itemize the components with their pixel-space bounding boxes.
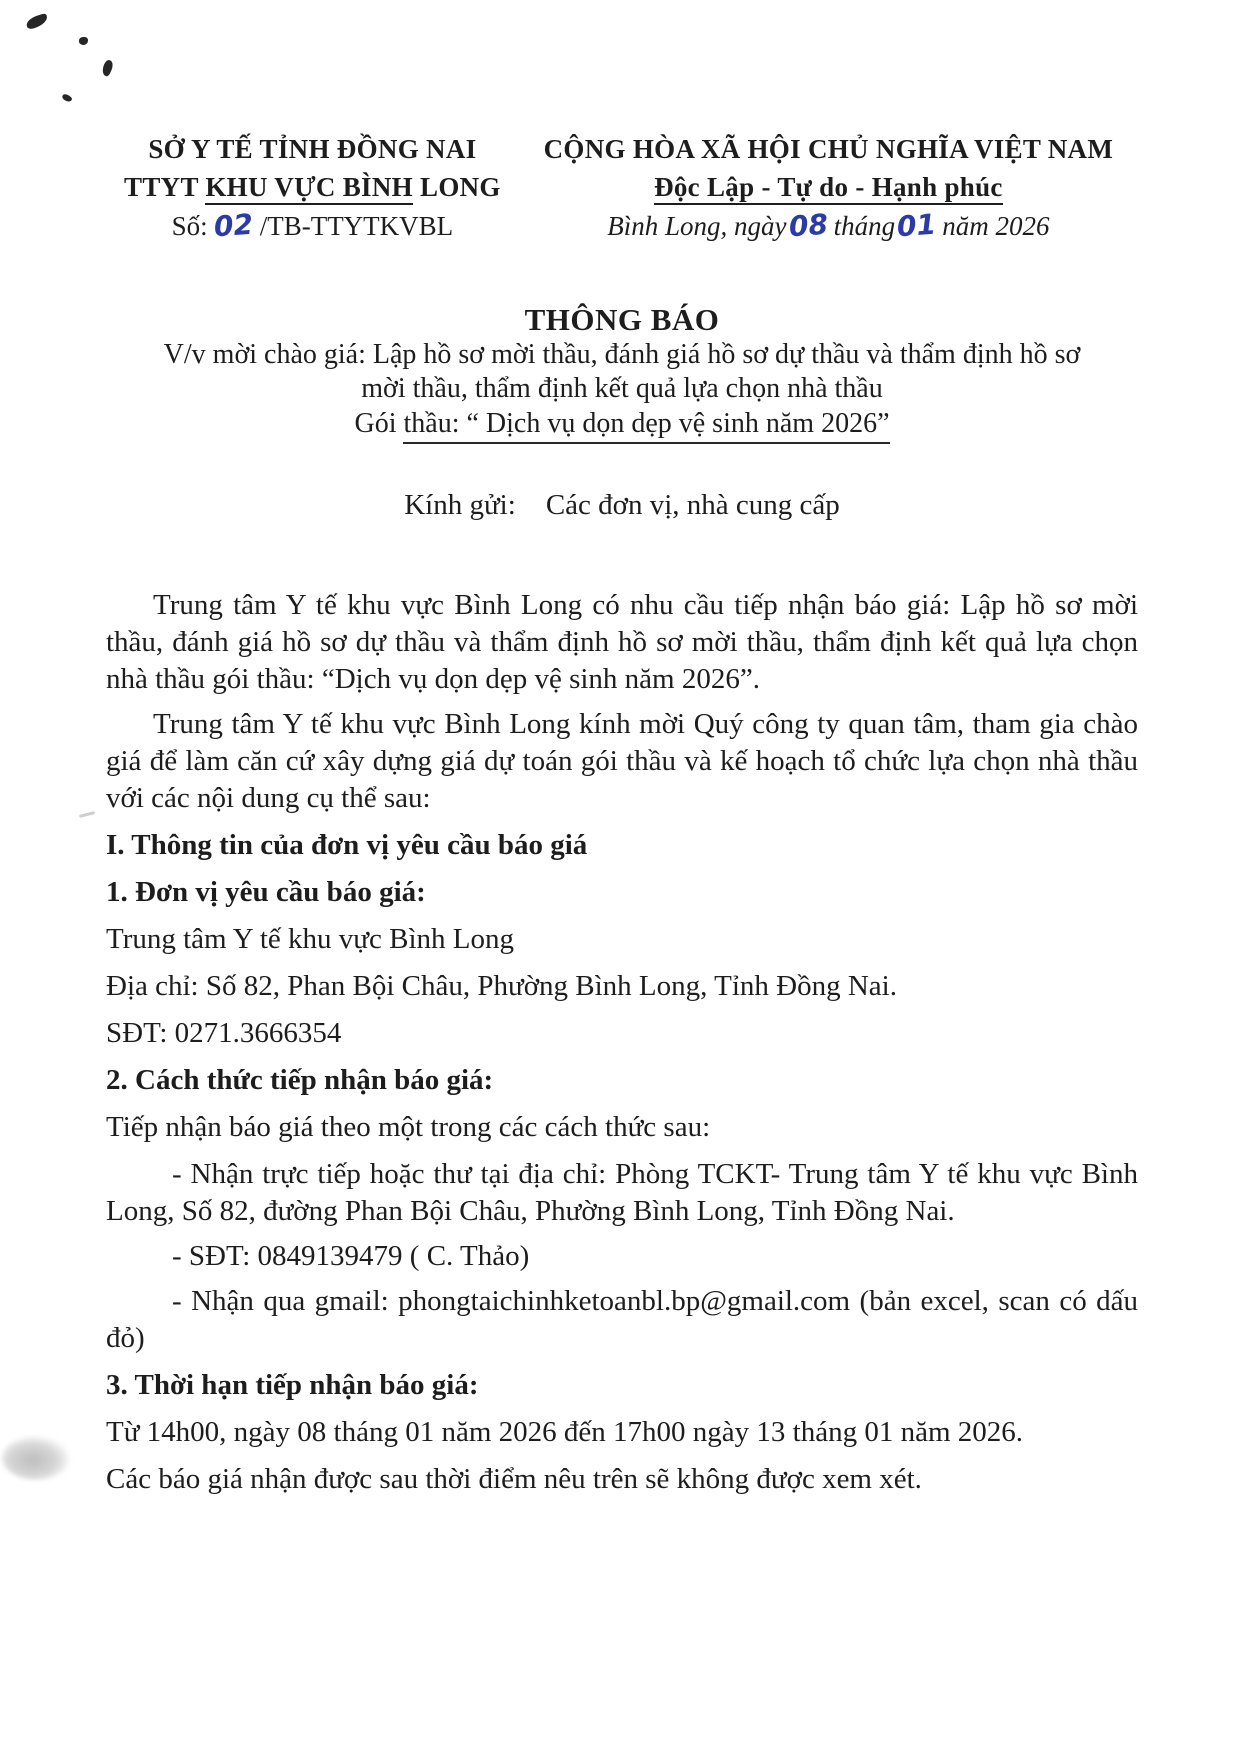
org-name-line: Trung tâm Y tế khu vực Bình Long (106, 923, 515, 955)
date-prefix: Bình Long, ngày (607, 211, 787, 241)
document-number-suffix: /TB-TTYTKVBL (259, 211, 454, 241)
ink-speck (61, 93, 73, 103)
salutation-line (106, 487, 1138, 523)
item-3-heading: 3. Thời hạn tiếp nhận báo giá: (106, 1369, 479, 1401)
document-number-line (106, 206, 519, 246)
date-line (519, 206, 1138, 246)
ink-speck (79, 37, 88, 45)
section-1-heading: I. Thông tin của đơn vị yêu cầu báo giá (106, 829, 588, 861)
late-note-line: Các báo giá nhận được sau thời điểm nêu trên sẽ không được xem xét. (106, 1463, 922, 1495)
national-motto-block (519, 130, 1138, 246)
handwritten-day: 08 (787, 207, 829, 244)
salutation-label: Kính gửi: (404, 489, 516, 521)
item-2-bullet-phone: - SĐT: 0849139479 ( C. Thảo) (172, 1240, 530, 1272)
ink-speck (100, 59, 115, 77)
package-line (106, 407, 1138, 441)
org-name-pre: TTYT (124, 172, 206, 202)
address-line: Địa chỉ: Số 82, Phan Bội Châu, Phường Bình Long, Tỉnh Đồng Nai. (106, 970, 897, 1002)
item-2-bullet-email: - Nhận qua gmail: phongtaichinhketoanbl.bp@gmail.com (bản excel, scan có dấu đỏ) (106, 1285, 1138, 1354)
salutation-value: Các đơn vị, nhà cung cấp (545, 489, 840, 521)
item-1-heading: 1. Đơn vị yêu cầu báo giá: (106, 876, 426, 908)
paragraph-invitation: Trung tâm Y tế khu vực Bình Long kính mời Quý công ty quan tâm, tham gia chào giá để làm căn cứ xây dựng giá dự toán gói thầu và kế hoạch tổ chức lựa chọn nhà thầu với các nội dung cụ thể sau: (106, 708, 1138, 814)
issuing-org-block (106, 130, 519, 246)
item-2-heading: 2. Cách thức tiếp nhận báo giá: (106, 1064, 494, 1096)
national-title: CỘNG HÒA XÃ HỘI CHỦ NGHĨA VIỆT NAM (543, 134, 1114, 164)
national-motto-text: Độc Lập - Tự do - Hạnh phúc (654, 172, 1003, 205)
item-2-bullet-direct: - Nhận trực tiếp hoặc thư tại địa chỉ: Phòng TCKT- Trung tâm Y tế khu vực Bình Long, Số 82, đường Phan Bội Châu, Phường Bình Long, Tỉnh Đồng Nai. (106, 1158, 1138, 1227)
ink-speck (25, 13, 49, 30)
scan-smudge (2, 1436, 70, 1480)
org-parent-name: SỞ Y TẾ TỈNH ĐỒNG NAI (148, 134, 477, 164)
handwritten-document-number: 02 (212, 207, 254, 244)
subject-line-1: V/v mời chào giá: Lập hồ sơ mời thầu, đánh giá hồ sơ dự thầu và thẩm định hồ sơ (163, 339, 1081, 370)
package-name-underlined: thầu: “ Dịch vụ dọn dẹp vệ sinh năm 2026” (403, 408, 889, 444)
date-month-word: tháng (833, 211, 896, 241)
scan-mark (79, 811, 95, 818)
deadline-line: Từ 14h00, ngày 08 tháng 01 năm 2026 đến 17h00 ngày 13 tháng 01 năm 2026. (106, 1416, 1024, 1448)
package-pre: Gói (354, 408, 404, 439)
subject-line-2: mời thầu, thẩm định kết quả lựa chọn nhà thầu (361, 373, 883, 404)
item-2-intro: Tiếp nhận báo giá theo một trong các cách thức sau: (106, 1111, 711, 1143)
document-title: THÔNG BÁO (524, 302, 720, 337)
org-name-post: LONG (412, 172, 501, 202)
document-number-label: Số: (171, 211, 208, 241)
org-name-underlined: KHU VỰC BÌNH (205, 172, 413, 205)
handwritten-month: 01 (896, 207, 938, 244)
org-name (106, 168, 519, 206)
national-motto (519, 168, 1138, 206)
paragraph-request: Trung tâm Y tế khu vực Bình Long có nhu cầu tiếp nhận báo giá: Lập hồ sơ mời thầu, đánh giá hồ sơ dự thầu và thẩm định hồ sơ mời thầu, thẩm định kết quả lựa chọn nhà thầu gói thầu: “Dịch vụ dọn dẹp vệ sinh năm 2026”. (106, 589, 1138, 695)
document-header (106, 130, 1138, 246)
date-suffix: năm 2026 (942, 211, 1050, 241)
phone-line: SĐT: 0271.3666354 (106, 1017, 342, 1049)
